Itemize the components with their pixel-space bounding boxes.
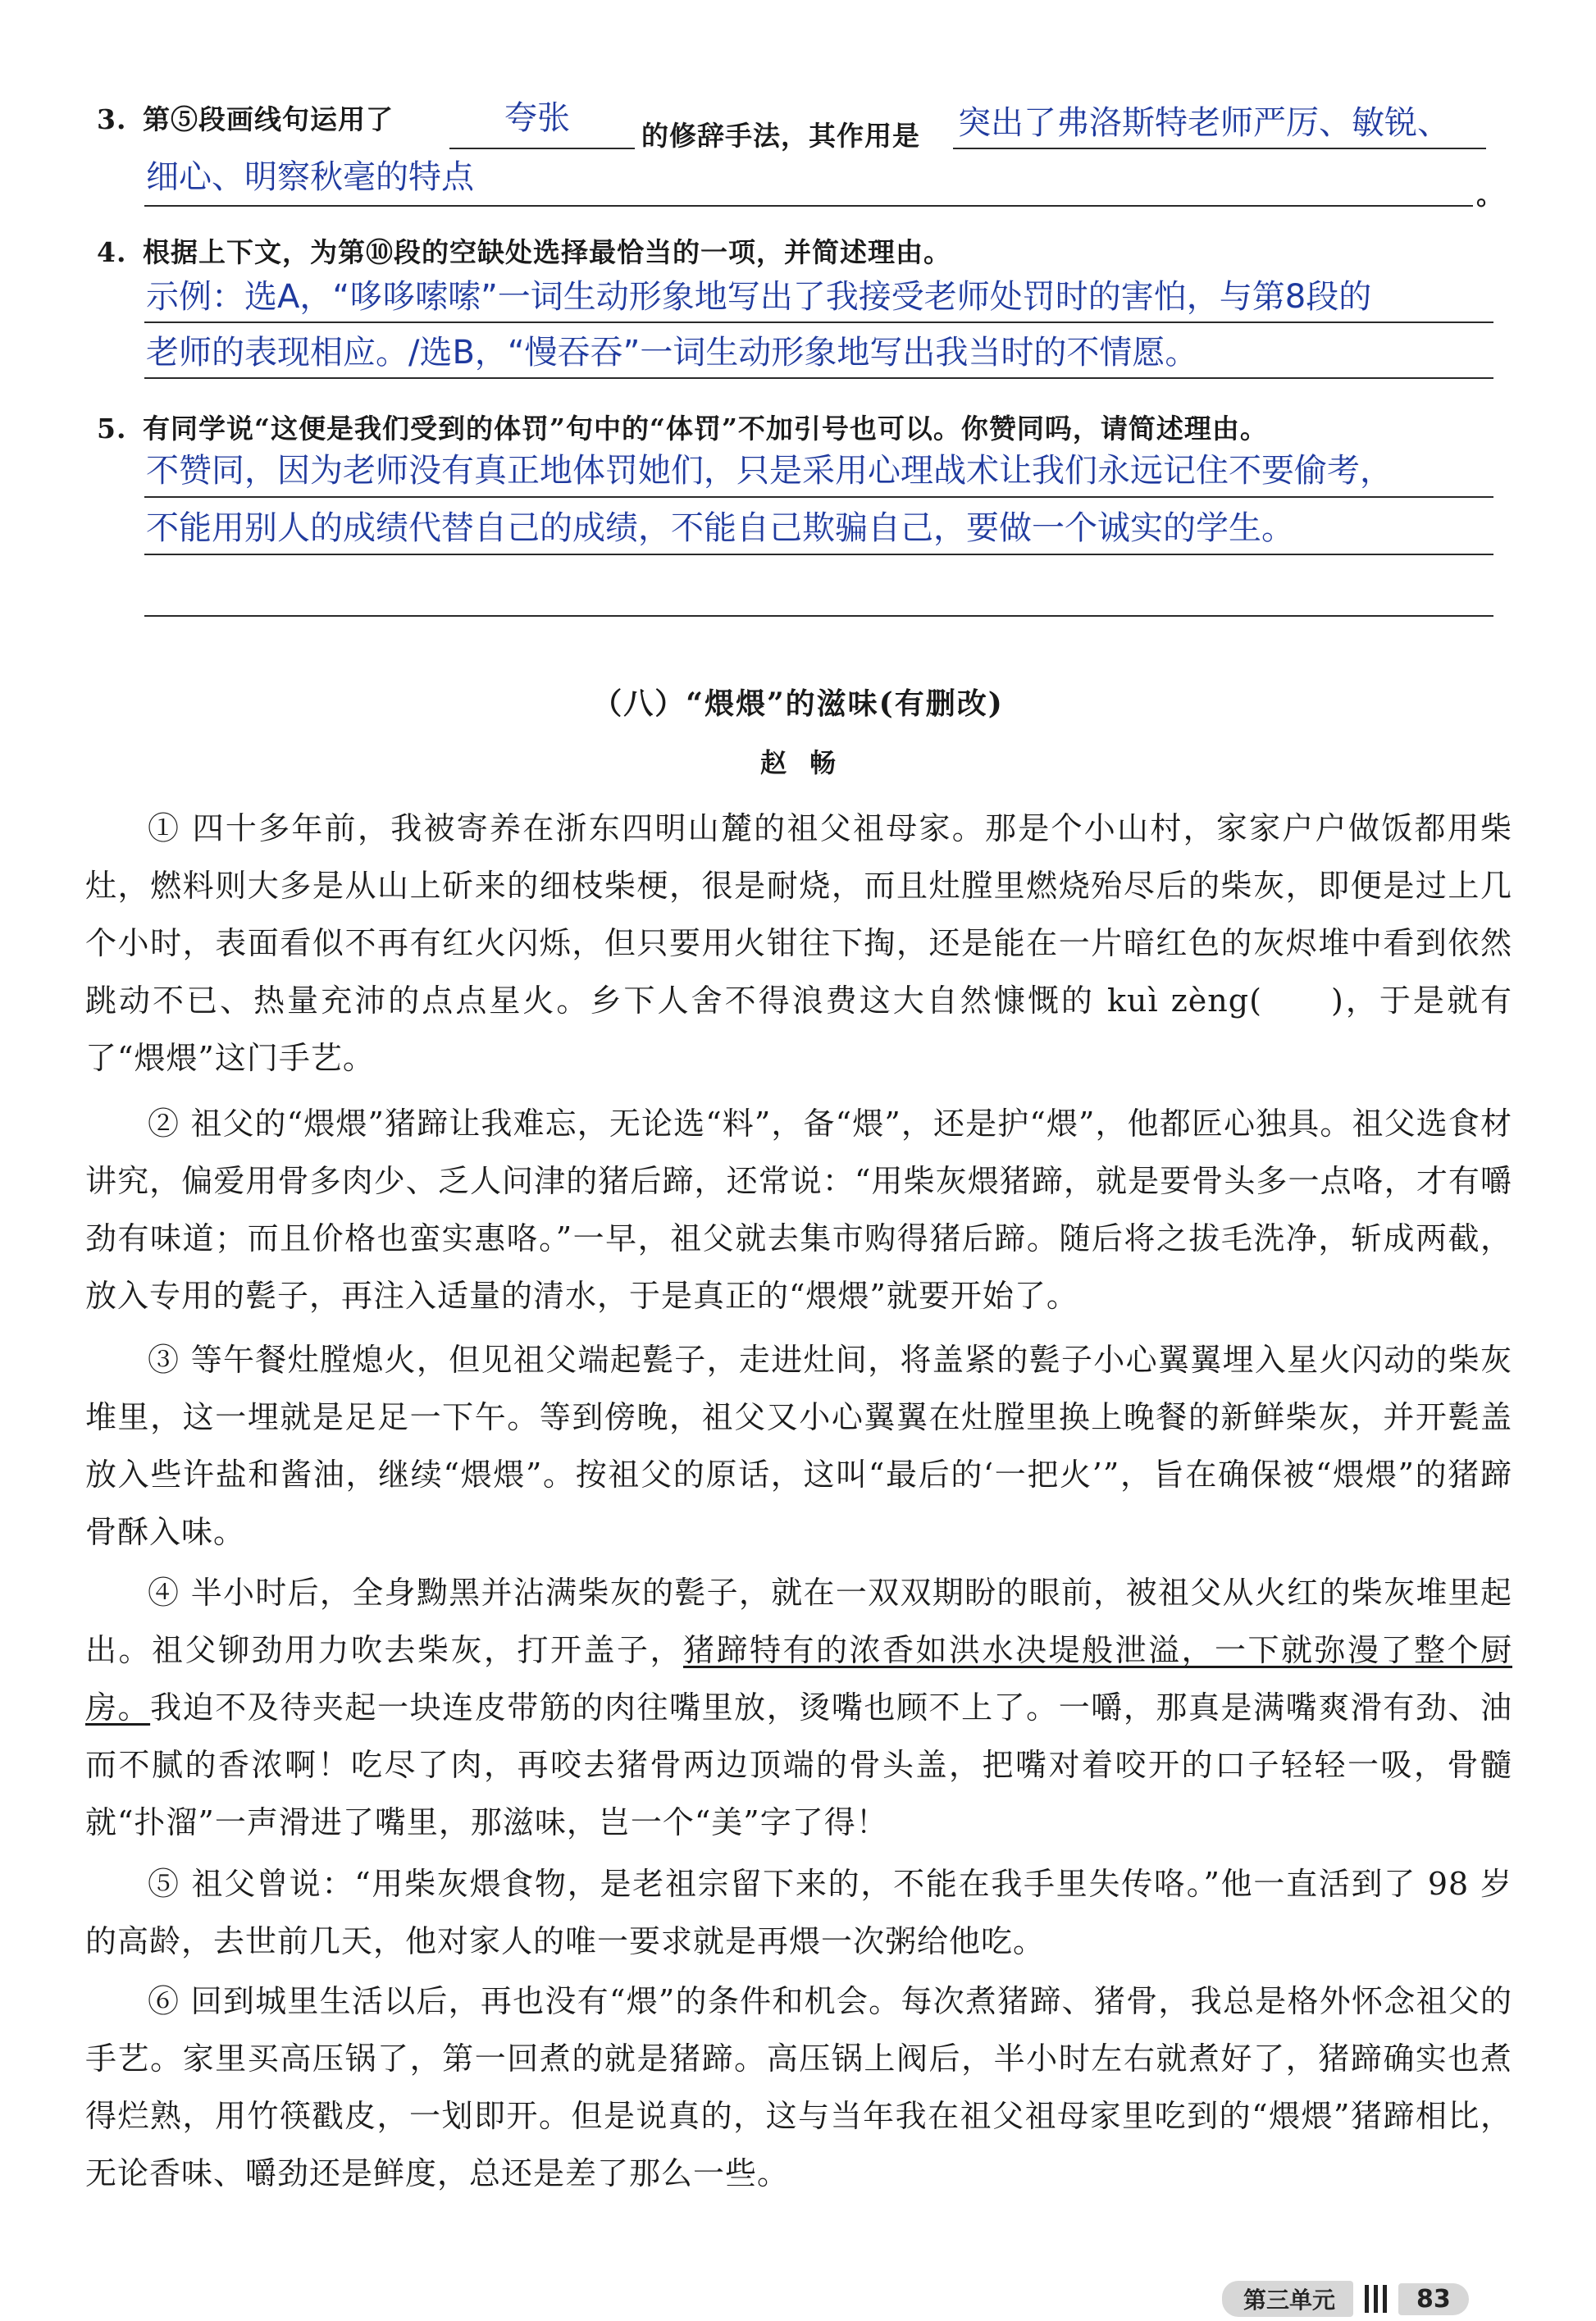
handwritten-answer: 突出了弗洛斯特老师严厉、敏锐、 bbox=[958, 104, 1450, 142]
answer-line bbox=[144, 377, 1493, 379]
question-text: 根据上下文，为第⑩段的空缺处选择最恰当的一项，并简述理由。 bbox=[143, 236, 951, 268]
answer-line bbox=[144, 496, 1493, 498]
passage-author: 赵畅 bbox=[759, 747, 859, 778]
paragraph-6: ⑥ 回到城里生活以后，再也没有“煨”的条件和机会。每次煮猪蹄、猪骨，我总是格外怀念祖父的手艺。家里买高压锅了，第一回煮的就是猪蹄。高压锅上阀后，半小时左右就煮好了，猪蹄确实也煮得烂熟，用竹筷戳皮，一划即开。但是说真的，这与当年我在祖父祖母家里吃到的“煨煨”猪蹄相比，无论香味、嚼劲还是鲜度，总还是差了那么一些。 bbox=[85, 1983, 1512, 2191]
handwritten-answer: 不赞同，因为老师没有真正地体罚她们，只是采用心理战术让我们永远记住不要偷考， bbox=[146, 452, 1393, 490]
answer-line bbox=[953, 148, 1486, 149]
underlined-sentence: 猪蹄特有的浓香如洪水决堤般泄溢，一下就弥漫了整个厨房。 bbox=[85, 1632, 1512, 1726]
passage-title: （八）“煨煨”的滋味(有删改) bbox=[592, 686, 1004, 721]
handwritten-answer: 老师的表现相应。/选B，“慢吞吞”一词生动形象地写出我当时的不情愿。 bbox=[146, 334, 1198, 372]
paragraph-3: ③ 等午餐灶膛熄火，但见祖父端起甏子，走进灶间，将盖紧的甏子小心翼翼埋入星火闪动的柴灰堆里，这一埋就是足足一下午。等到傍晚，祖父又小心翼翼在灶膛里换上晚餐的新鲜柴灰，并开甏盖放入些许盐和酱油，继续“煨煨”。按祖父的原话，这叫“最后的‘一把火’”，旨在确保被“煨煨”的猪蹄骨酥入味。 bbox=[85, 1342, 1512, 1550]
handwritten-answer: 细心、明察秋毫的特点 bbox=[146, 158, 474, 196]
answer-line bbox=[449, 148, 635, 149]
answer-line bbox=[144, 554, 1493, 555]
paragraph-1: ① 四十多年前，我被寄养在浙东四明山麓的祖父祖母家。那是个小山村，家家户户做饭都用柴灶，燃料则大多是从山上斫来的细枝柴梗，很是耐烧，而且灶膛里燃烧殆尽后的柴灰，即便是过上几个小时，表面看似不再有红火闪烁，但只要用火钳往下掏，还是能在一片暗红色的灰烬堆中看到依然跳动不已、热量充沛的点点星火。乡下人舍不得浪费这大自然慷慨的 kuì zèng( )，于是就有了“煨煨”这门手艺。 bbox=[85, 810, 1512, 1076]
paragraph-4 bbox=[85, 1564, 1512, 1851]
handwritten-answer: 示例：选A，“哆哆嗦嗦”一词生动形象地写出了我接受老师处罚时的害怕，与第8段的 bbox=[146, 278, 1372, 316]
handwritten-answer: 不能用别人的成绩代替自己的成绩，不能自己欺骗自己，要做一个诚实的学生。 bbox=[146, 509, 1294, 547]
answer-line bbox=[144, 615, 1493, 617]
question-number: 4. bbox=[97, 236, 127, 268]
question-number: 3. bbox=[97, 103, 127, 135]
question-4 bbox=[97, 231, 1491, 270]
handwritten-answer: 夸张 bbox=[504, 99, 570, 137]
page-number: 83 bbox=[1398, 2283, 1469, 2315]
question-text: 第⑤段画线句运用了 bbox=[143, 103, 394, 135]
question-number: 5. bbox=[97, 413, 127, 445]
question-text: 的修辞手法，其作用是 bbox=[641, 120, 920, 152]
answer-line bbox=[144, 205, 1473, 207]
divider-bars-icon bbox=[1365, 2285, 1387, 2313]
unit-label: 第三单元 bbox=[1222, 2281, 1353, 2317]
paragraph-4-start: ④ 半小时后，全身黝黑并沾满柴灰的甏子，就在一双双期盼的眼前，被祖父从火红的柴灰堆里起出。祖父铆劲用力吹去柴灰，打开盖子， bbox=[85, 1575, 1512, 1668]
page-footer bbox=[1222, 2280, 1469, 2318]
paragraph-5: ⑤ 祖父曾说：“用柴灰煨食物，是老祖宗留下来的，不能在我手里失传咯。”他一直活到了 98 岁的高龄，去世前几天，他对家人的唯一要求就是再煨一次粥给他吃。 bbox=[85, 1866, 1512, 1959]
question-text: 有同学说“这便是我们受到的体罚”句中的“体罚”不加引号也可以。你赞同吗，请简述理由。 bbox=[143, 413, 1268, 445]
question-text: 。 bbox=[1476, 179, 1504, 211]
question-5 bbox=[97, 408, 1491, 446]
paragraph-2: ② 祖父的“煨煨”猪蹄让我难忘，无论选“料”，备“煨”，还是护“煨”，他都匠心独具。祖父选食材讲究，偏爱用骨多肉少、乏人问津的猪后蹄，还常说：“用柴灰煨猪蹄，就是要骨头多一点咯，才有嚼劲有味道；而且价格也蛮实惠咯。”一早，祖父就去集市购得猪后蹄。随后将之拔毛洗净，斩成两截，放入专用的甏子，再注入适量的清水，于是真正的“煨煨”就要开始了。 bbox=[85, 1106, 1512, 1314]
paragraph-4-end: 我迫不及待夹起一块连皮带筋的肉往嘴里放，烫嘴也顾不上了。一嚼，那真是满嘴爽滑有劲、油而不腻的香浓啊！吃尽了肉，再咬去猪骨两边顶端的骨头盖，把嘴对着咬开的口子轻轻一吸，骨髓就“扑溜”一声滑进了嘴里，那滋味，岂一个“美”字了得！ bbox=[85, 1689, 1512, 1840]
answer-line bbox=[144, 321, 1493, 323]
